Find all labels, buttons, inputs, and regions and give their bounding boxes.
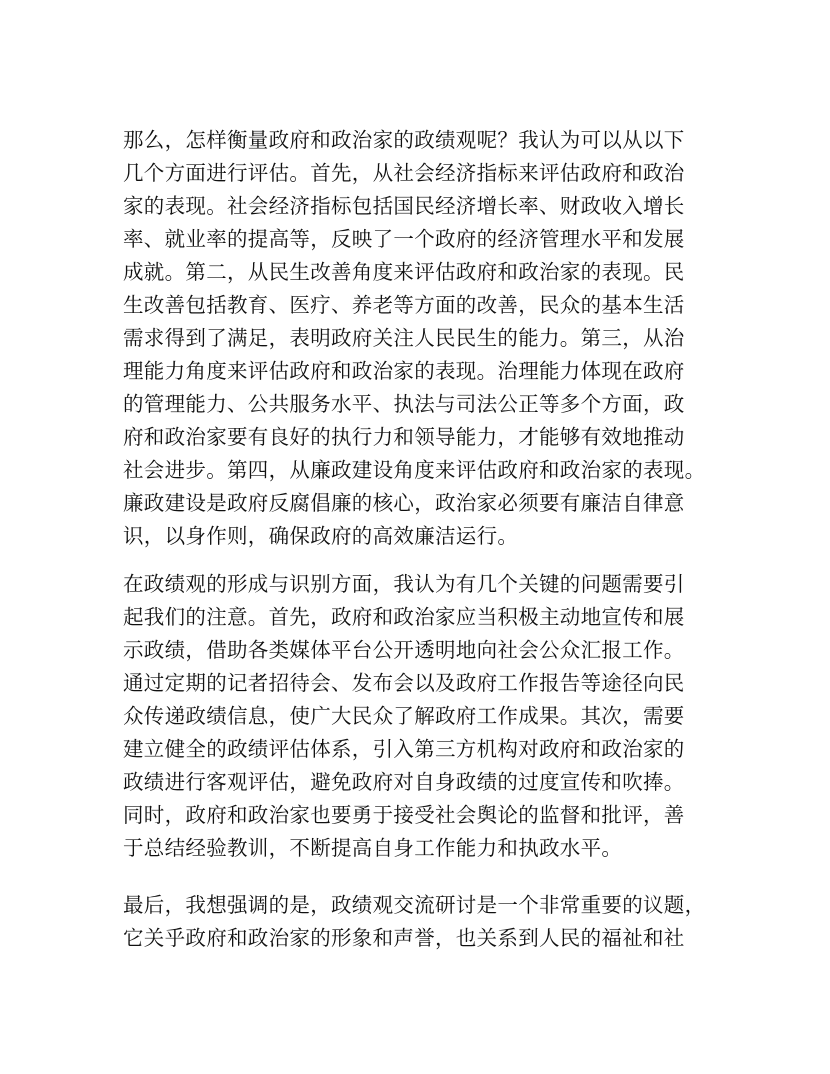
text-line: 众传递政绩信息，使广大民众了解政府工作成果。其次，需要 — [123, 704, 685, 728]
text-line: 成就。第二，从民生改善角度来评估政府和政治家的表现。民 — [123, 260, 685, 284]
text-line: 率、就业率的提高等，反映了一个政府的经济管理水平和发展 — [123, 227, 685, 251]
text-line: 政绩进行客观评估，避免政府对自身政绩的过度宣传和吹捧。 — [123, 770, 685, 794]
text-line: 几个方面进行评估。首先，从社会经济指标来评估政府和政治 — [123, 161, 685, 185]
text-line: 需求得到了满足，表明政府关注人民民生的能力。第三，从治 — [123, 326, 685, 350]
text-line: 于总结经验教训，不断提高自身工作能力和执政水平。 — [123, 836, 623, 860]
text-line: 通过定期的记者招待会、发布会以及政府工作报告等途径向民 — [123, 671, 685, 695]
text-line: 那么，怎样衡量政府和政治家的政绩观呢？我认为可以从以下 — [123, 128, 685, 152]
text-line: 的管理能力、公共服务水平、执法与司法公正等多个方面，政 — [123, 392, 685, 416]
text-line: 示政绩，借助各类媒体平台公开透明地向社会公众汇报工作。 — [123, 638, 685, 662]
text-line: 建立健全的政绩评估体系，引入第三方机构对政府和政治家的 — [123, 737, 685, 761]
text-line: 社会进步。第四，从廉政建设角度来评估政府和政治家的表现。 — [123, 458, 706, 482]
text-line: 生改善包括教育、医疗、养老等方面的改善，民众的基本生活 — [123, 293, 685, 317]
text-line: 识，以身作则，确保政府的高效廉洁运行。 — [123, 524, 519, 548]
text-line: 它关乎政府和政治家的形象和声誉，也关系到人民的福祉和社 — [123, 926, 685, 950]
text-line: 府和政治家要有良好的执行力和领导能力，才能够有效地推动 — [123, 425, 685, 449]
text-line: 理能力角度来评估政府和政治家的表现。治理能力体现在政府 — [123, 359, 685, 383]
text-line: 廉政建设是政府反腐倡廉的核心，政治家必须要有廉洁自律意 — [123, 491, 685, 515]
text-line: 同时，政府和政治家也要勇于接受社会舆论的监督和批评，善 — [123, 803, 685, 827]
text-line: 家的表现。社会经济指标包括国民经济增长率、财政收入增长 — [123, 194, 685, 218]
text-line: 最后，我想强调的是，政绩观交流研讨是一个非常重要的议题， — [123, 893, 706, 917]
text-line: 在政绩观的形成与识别方面，我认为有几个关键的问题需要引 — [123, 572, 685, 596]
text-line: 起我们的注意。首先，政府和政治家应当积极主动地宣传和展 — [123, 605, 685, 629]
